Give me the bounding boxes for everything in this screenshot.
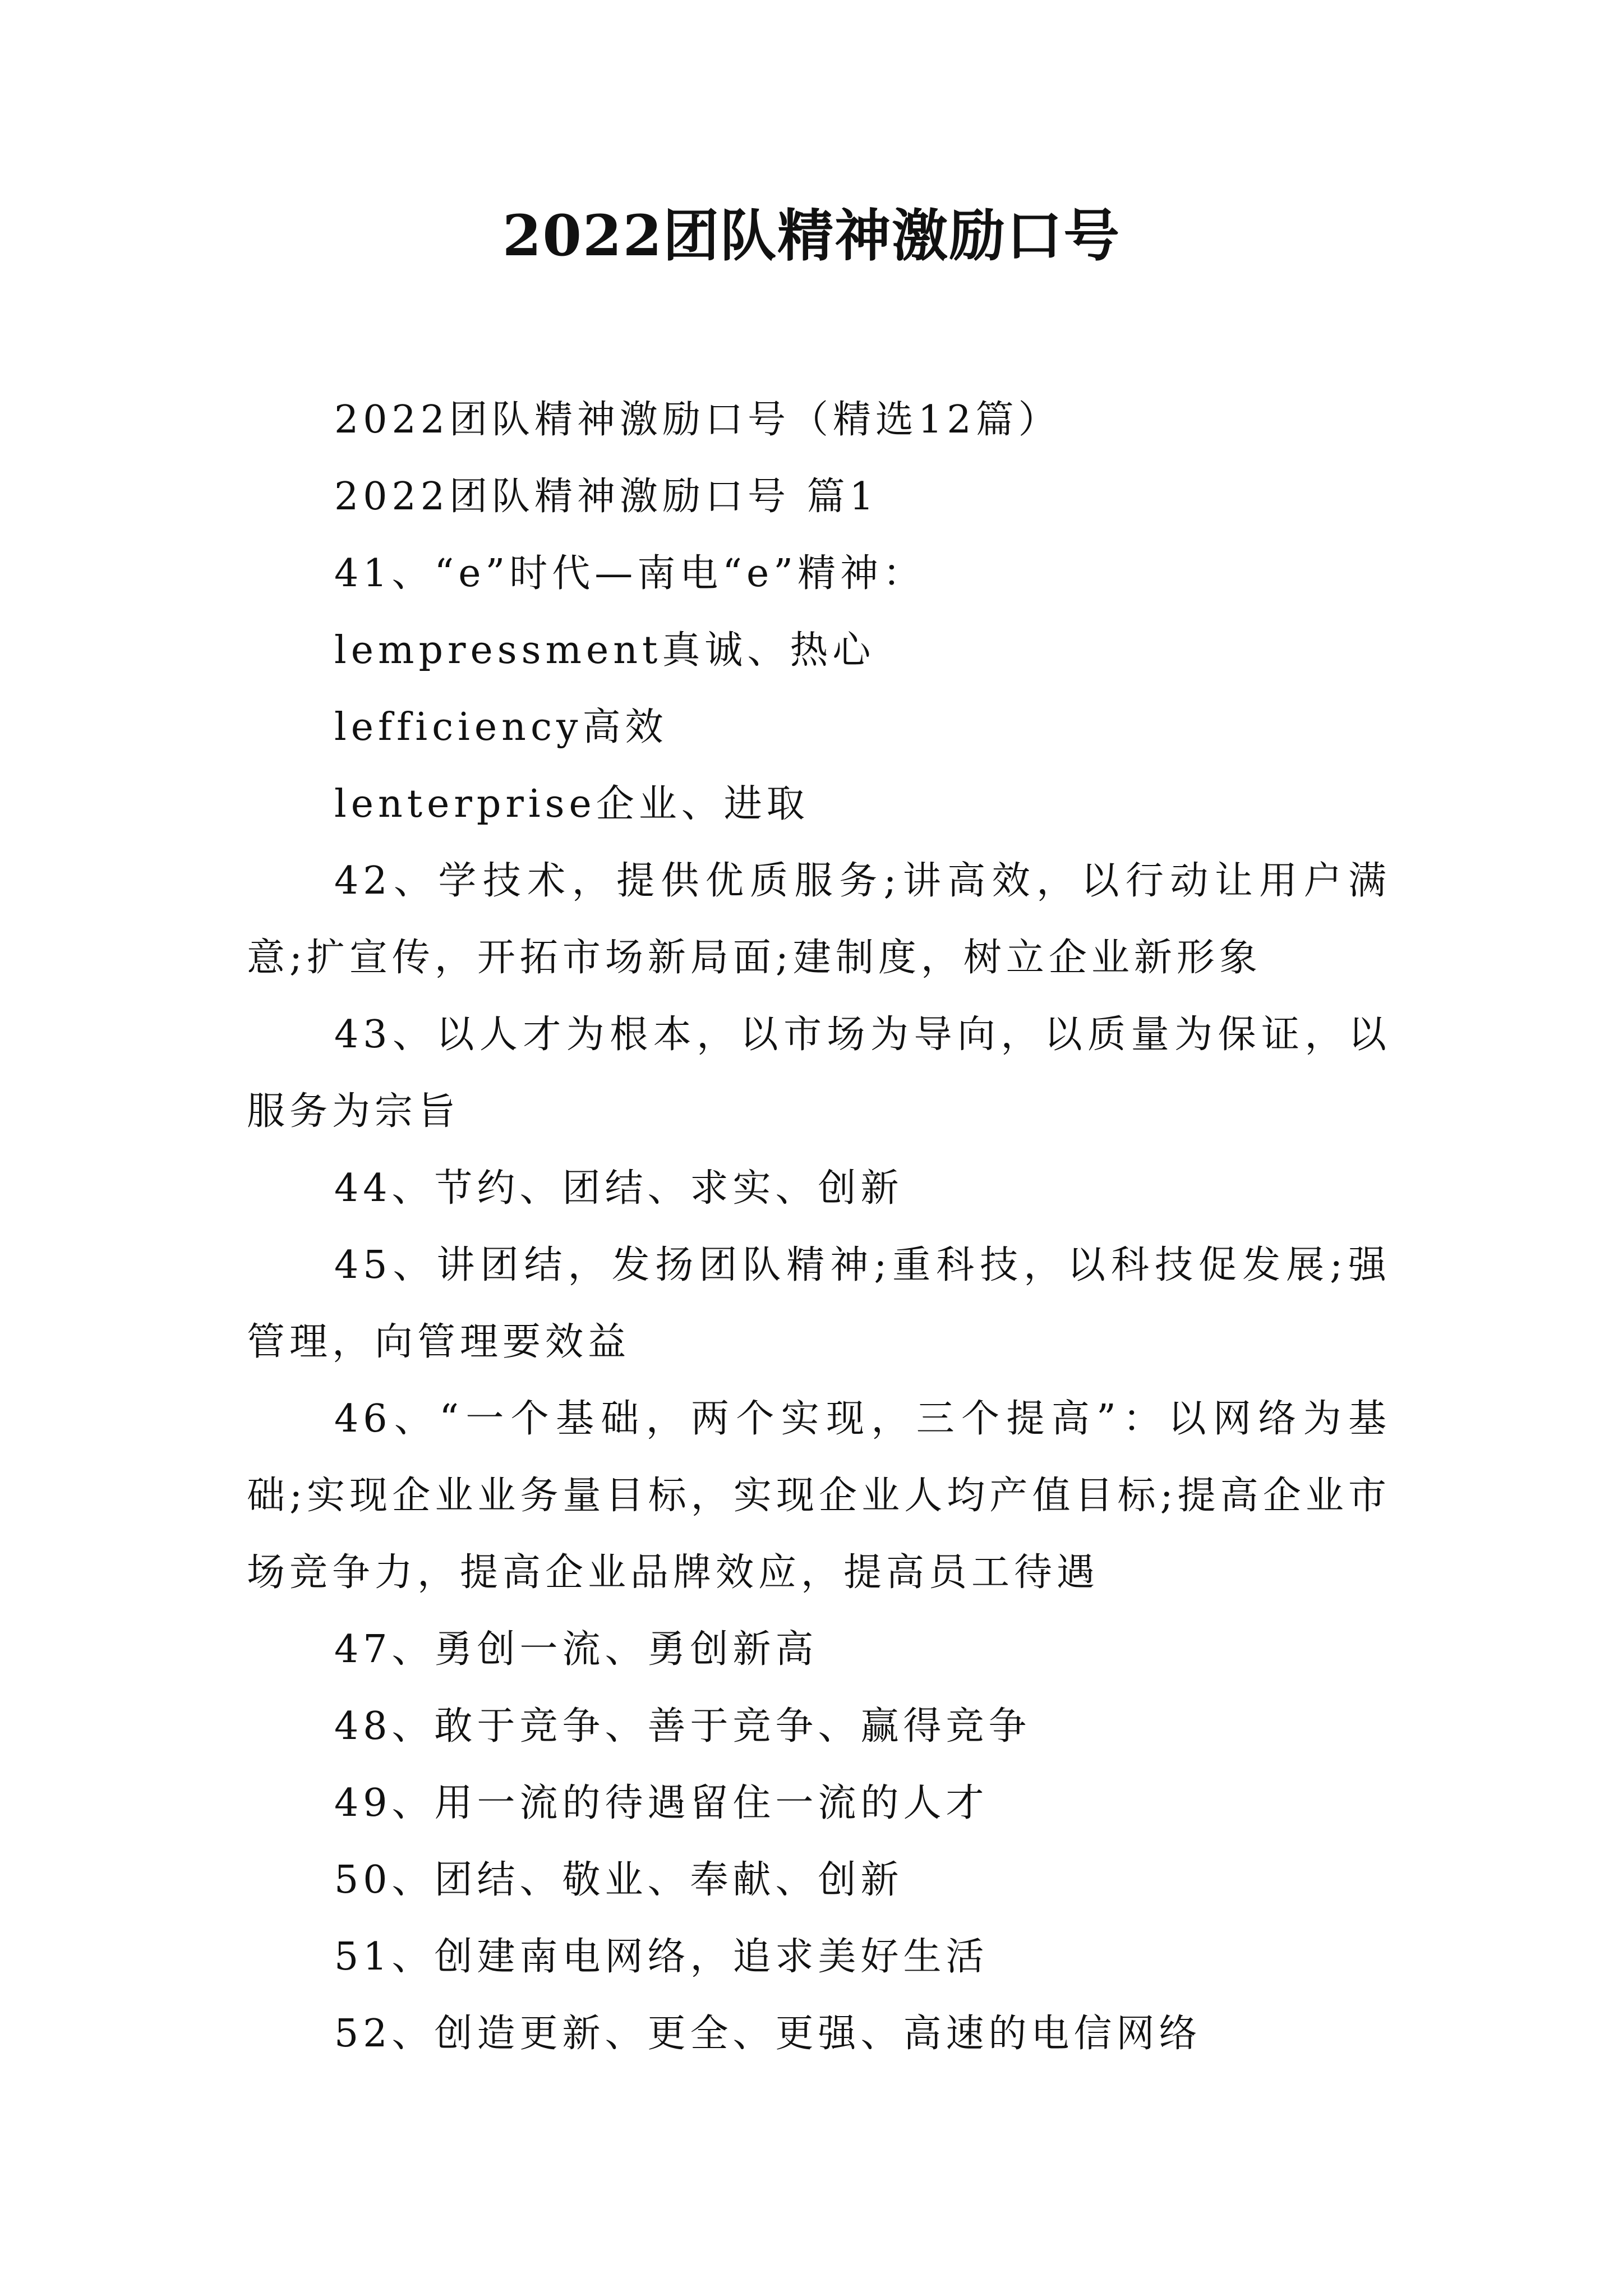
paragraph: 42、学技术，提供优质服务;讲高效，以行动让用户满意;扩宣传，开拓市场新局面;建制度，树立企业新形象 (247, 859, 1391, 980)
paragraph: lenterprise企业、进取 (334, 782, 809, 826)
paragraph: 45、讲团结，发扬团队精神;重科技，以科技促发展;强管理，向管理要效益 (247, 1243, 1391, 1364)
paragraph: 51、创建南电网络，追求美好生活 (334, 1935, 989, 1979)
paragraph: lempressment真诚、热心 (334, 628, 875, 673)
paragraph: 48、敢于竞争、善于竞争、赢得竞争 (334, 1704, 1031, 1749)
paragraph: lefficiency高效 (334, 705, 668, 749)
paragraph: 44、节约、团结、求实、创新 (334, 1166, 903, 1211)
paragraph: 52、创造更新、更全、更强、高速的电信网络 (334, 2012, 1202, 2056)
paragraph: 41、“e”时代—南电“e”精神： (334, 551, 926, 596)
paragraph: 47、勇创一流、勇创新高 (334, 1627, 818, 1672)
paragraph: 2022团队精神激励口号（精选12篇） (334, 398, 1061, 442)
paragraph: 2022团队精神激励口号 篇1 (334, 475, 878, 519)
document-body (247, 381, 1391, 2072)
paragraph: 50、团结、敬业、奉献、创新 (334, 1858, 903, 1902)
document-title: 2022团队精神激励口号 (502, 203, 1121, 269)
paragraph: 49、用一流的待遇留住一流的人才 (334, 1781, 989, 1825)
paragraph: 43、以人才为根本，以市场为导向，以质量为保证，以服务为宗旨 (247, 1013, 1391, 1134)
paragraph: 46、“一个基础，两个实现，三个提高”：以网络为基础;实现企业业务量目标，实现企业人均产值目标;提高企业市场竞争力，提高企业品牌效应，提高员工待遇 (247, 1397, 1391, 1595)
